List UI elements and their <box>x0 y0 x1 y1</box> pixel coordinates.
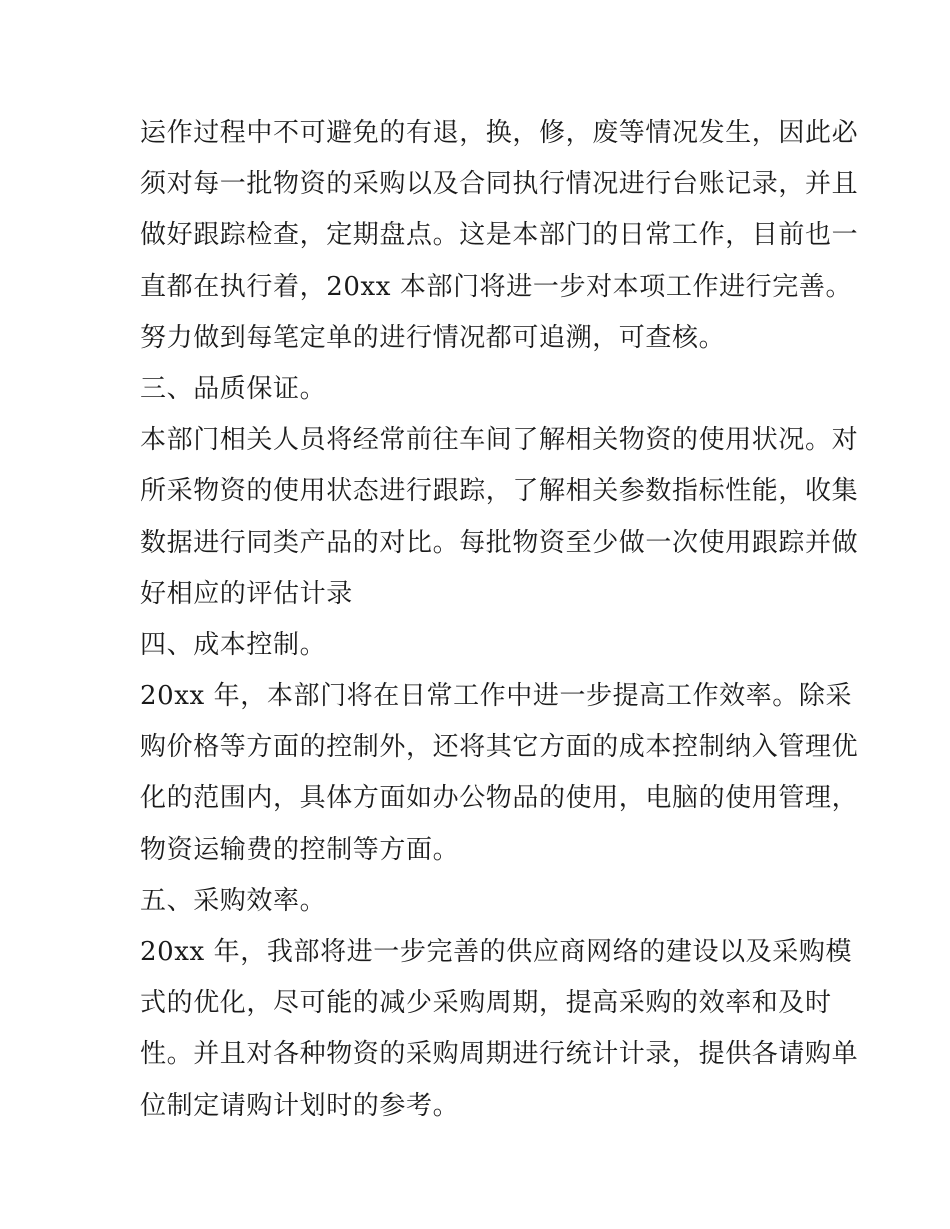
text-line: 本部门相关人员将经常前往车间了解相关物资的使用状况。对 <box>140 425 859 456</box>
text-line: 直都在执行着，20xx 本部门将进一步对本项工作进行完善。 <box>140 271 853 302</box>
section-heading: 四、成本控制。 <box>140 629 327 660</box>
text-line: 化的范围内，具体方面如办公物品的使用，电脑的使用管理， <box>140 783 859 814</box>
section-heading: 五、采购效率。 <box>140 885 327 916</box>
text-line: 所采物资的使用状态进行跟踪，了解相关参数指标性能，收集 <box>140 476 859 507</box>
text-line: 位制定请购计划时的参考。 <box>140 1090 460 1121</box>
text-line: 做好跟踪检查，定期盘点。这是本部门的日常工作，目前也一 <box>140 220 859 251</box>
text-line: 物资运输费的控制等方面。 <box>140 834 460 865</box>
text-line: 性。并且对各种物资的采购周期进行统计计录，提供各请购单 <box>140 1039 859 1070</box>
document-body <box>140 108 859 1132</box>
text-line: 好相应的评估计录 <box>140 578 353 609</box>
text-line: 数据进行同类产品的对比。每批物资至少做一次使用跟踪并做 <box>140 527 859 558</box>
text-line: 购价格等方面的控制外，还将其它方面的成本控制纳入管理优 <box>140 732 859 763</box>
text-line: 式的优化，尽可能的减少采购周期，提高采购的效率和及时 <box>140 988 832 1019</box>
text-line: 努力做到每笔定单的进行情况都可追溯，可查核。 <box>140 322 726 353</box>
text-line: 须对每一批物资的采购以及合同执行情况进行台账记录，并且 <box>140 169 859 200</box>
text-line: 运作过程中不可避免的有退，换，修，废等情况发生，因此必 <box>140 118 859 148</box>
section-heading: 三、品质保证。 <box>140 373 327 404</box>
text-line: 20xx 年，本部门将在日常工作中进一步提高工作效率。除采 <box>140 681 853 712</box>
text-line: 20xx 年，我部将进一步完善的供应商网络的建设以及采购模 <box>140 937 853 967</box>
